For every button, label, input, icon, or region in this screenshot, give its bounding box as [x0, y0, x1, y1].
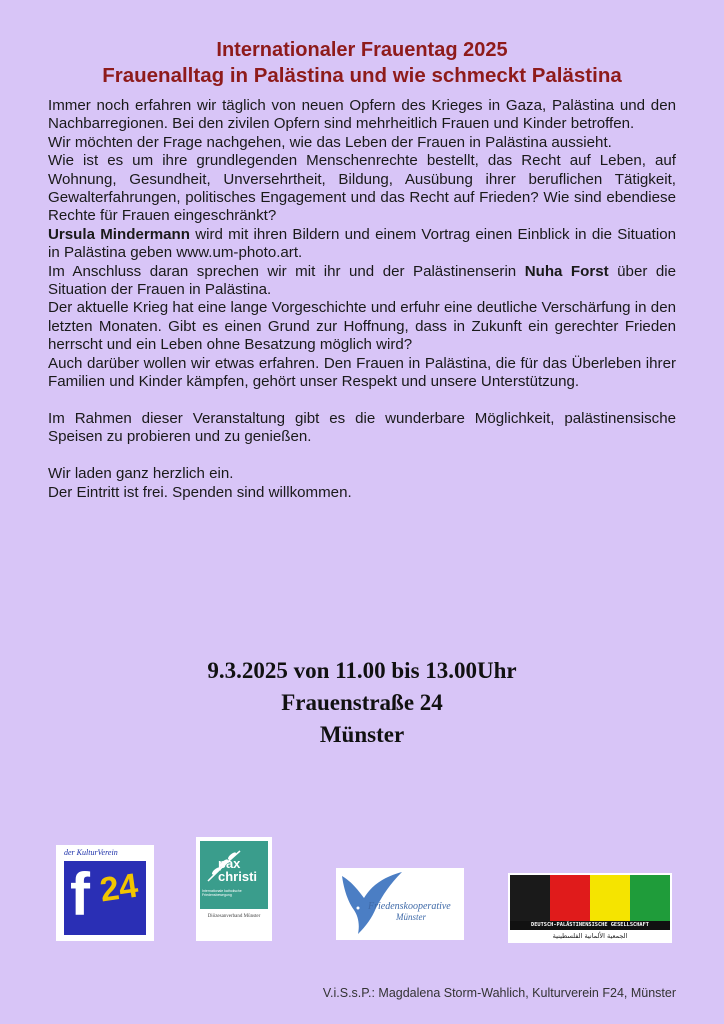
- flag-red-stripe: [550, 875, 590, 921]
- f24-tagline: der KulturVerein: [64, 848, 118, 857]
- imprint-footer: V.i.S.s.P.: Magdalena Storm-Wahlich, Kulturverein F24, Münster: [322, 986, 676, 1000]
- friedenskooperative-text: Friedenskooperative: [368, 901, 451, 912]
- flag-black-stripe: [510, 875, 550, 921]
- discussion-text-start: Im Anschluss daran sprechen wir mit ihr und der Palästinenserin: [48, 262, 525, 280]
- kulturverein-f24-logo: [56, 845, 154, 941]
- title-line-2: Frauenalltag in Palästina und wie schmeckt Palästina: [102, 64, 622, 87]
- pax-christi-logo: [196, 837, 272, 941]
- flag-yellow-stripe: [590, 875, 630, 921]
- admission-line: Der Eintritt ist frei. Spenden sind willkommen.: [48, 483, 352, 501]
- f24-letter: f: [70, 861, 90, 928]
- friedenskooperative-logo: [336, 868, 464, 940]
- paragraph-intro: Immer noch erfahren wir täglich von neuen Opfern des Krieges in Gaza, Palästina und den Nachbarregionen. Bei den zivilen Opfern sind mehrheitlich Frauen und Kinder betroffen.: [48, 97, 676, 133]
- paragraph-discussion: [48, 263, 676, 300]
- paragraph-question: Wir möchten der Frage nachgehen, wie das Leben der Frauen in Palästina aussieht.: [48, 133, 612, 151]
- title-line-1: Internationaler Frauentag 2025: [216, 39, 508, 61]
- paragraph-war: Der aktuelle Krieg hat eine lange Vorgeschichte und erfuhr eine deutliche Verschärfung in den letzten Monaten. Gibt es einen Grund zur Hoffnung, dass in Zukunft ein gerechter Frieden herrscht und ein Leben ohne Besatzung möglich wird?: [48, 299, 676, 354]
- dpg-name-band: DEUTSCH-PALÄSTINENSISCHE GESELLSCHAFT: [510, 921, 670, 930]
- event-details: [0, 655, 724, 751]
- paragraph-respect: Auch darüber wollen wir etwas erfahren. Den Frauen in Palästina, die für das Überleben ihrer Familien und Kinder kämpfen, gehört unser Respekt und unsere Unterstützung.: [48, 354, 676, 391]
- speaker-text: wird mit ihren Bildern und einem Vortrag einen Einblick in die Situation in Palästina geben www.um-photo.art.: [48, 225, 676, 262]
- paragraph-speaker: [48, 226, 676, 263]
- flyer-body: [48, 97, 676, 502]
- pax-diocese: Diözesanverband Münster: [207, 914, 261, 919]
- christi-word: christi: [218, 869, 258, 884]
- sponsor-logos: [0, 835, 724, 945]
- flag-green-stripe: [630, 875, 670, 921]
- paragraph-rights: Wie ist es um ihre grundlegenden Menschenrechte bestellt, das Recht auf Leben, auf Wohnung, Gesundheit, Unversehrtheit, Bildung, Ausübung ihrer beruflichen Tätigkeit, Gewalterfahrungen, politisches Engagement und das Recht auf Frieden? Wie sind ebendiese Rechte für Frauen eingeschränkt?: [48, 152, 676, 225]
- event-street: Frauenstraße 24: [281, 690, 443, 715]
- event-city: Münster: [319, 722, 405, 747]
- paragraph-food: Im Rahmen dieser Veranstaltung gibt es die wunderbare Möglichkeit, palästinensische Speisen zu probieren und zu genießen.: [48, 409, 676, 446]
- dpg-arabic-name: الجمعية الألمانية الفلسطينية: [552, 932, 628, 940]
- event-datetime: 9.3.2025 von 11.00 bis 13.00Uhr: [207, 658, 517, 683]
- pax-word: pax: [218, 856, 241, 871]
- discussion-text-end: über die Situation der Frauen in Palästina.: [48, 262, 677, 299]
- f24-number: 24: [97, 866, 141, 910]
- guest-name: Nuha Forst: [524, 262, 609, 280]
- dpg-logo: [508, 873, 672, 943]
- pax-subtitle: Internationale katholische Friedensbewegung: [202, 889, 242, 897]
- invitation-line: Wir laden ganz herzlich ein.: [48, 465, 234, 483]
- speaker-name: Ursula Mindermann: [48, 225, 190, 243]
- friedenskooperative-city: Münster: [396, 912, 426, 922]
- flyer-title: [0, 38, 724, 88]
